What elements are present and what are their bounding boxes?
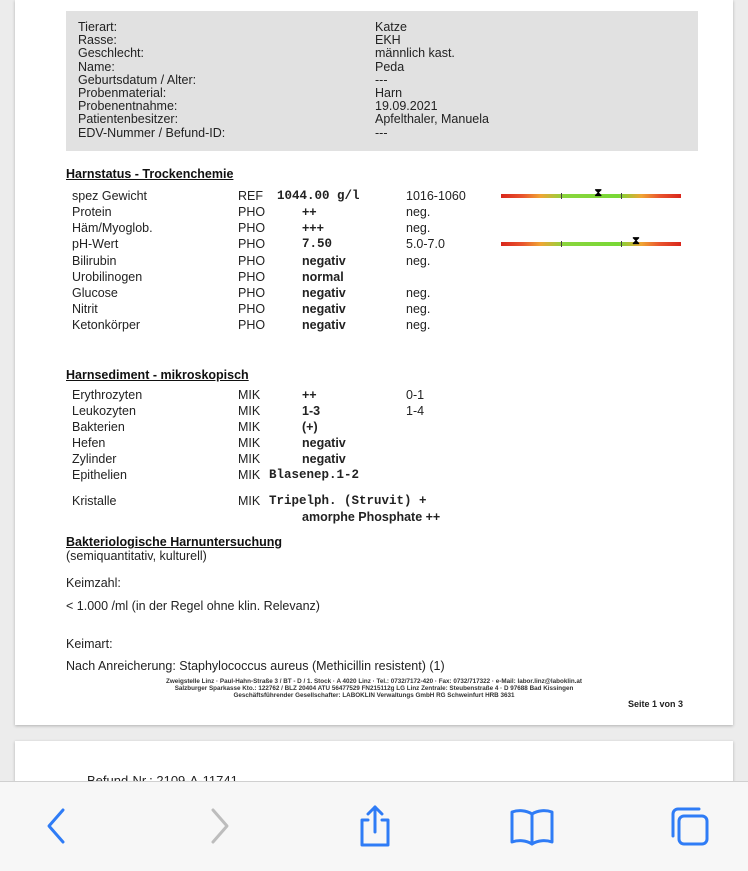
param-name: Ketonkörper bbox=[72, 318, 141, 332]
patient-value: Apfelthaler, Manuela bbox=[375, 112, 489, 127]
patient-value: --- bbox=[375, 72, 388, 87]
share-button[interactable] bbox=[351, 802, 399, 850]
param-name: Protein bbox=[72, 205, 112, 219]
param-value: 1-3 bbox=[302, 404, 321, 418]
param-method: PHO bbox=[238, 270, 266, 284]
table-row bbox=[15, 254, 733, 270]
param-name: Urobilinogen bbox=[72, 270, 143, 284]
patient-value: 19.09.2021 bbox=[375, 99, 438, 114]
param-value: amorphe Phosphate ++ bbox=[302, 510, 441, 524]
param-ref: neg. bbox=[406, 286, 431, 300]
param-value: negativ bbox=[302, 436, 346, 450]
param-method: REF bbox=[238, 189, 263, 203]
param-value: 7.50 bbox=[302, 237, 333, 251]
table-row-kristalle-cont bbox=[15, 510, 733, 526]
patient-label: EDV-Nummer / Befund-ID: bbox=[78, 125, 226, 140]
patient-label: Tierart: bbox=[78, 20, 118, 34]
param-ref: 5.0-7.0 bbox=[406, 237, 445, 251]
chevron-left-icon bbox=[43, 806, 73, 846]
param-method: MIK bbox=[238, 404, 261, 418]
patient-label: Geburtsdatum / Alter: bbox=[78, 72, 197, 87]
param-value: ++ bbox=[302, 388, 317, 402]
param-ref: neg. bbox=[406, 318, 431, 332]
param-method: MIK bbox=[238, 436, 261, 450]
footer-line: Salzburger Sparkasse Kto.: 122762 / BLZ 20404 ATU 56477529 FN215112g LG Linz Zentrale: Steubenstraße 4 · D 97688 Bad Kissingen bbox=[174, 685, 574, 692]
param-name: Nitrit bbox=[72, 302, 98, 316]
table-row bbox=[15, 468, 733, 484]
chevron-right-icon bbox=[203, 806, 233, 846]
param-value: +++ bbox=[302, 221, 324, 235]
param-ref: neg. bbox=[406, 254, 431, 268]
table-row bbox=[15, 221, 733, 237]
patient-value: Harn bbox=[375, 86, 403, 100]
param-value: 1044.00 g/l bbox=[277, 189, 360, 203]
param-method: PHO bbox=[238, 237, 266, 251]
table-row bbox=[15, 205, 733, 221]
param-name: Erythrozyten bbox=[72, 388, 143, 402]
patient-label: Geschlecht: bbox=[78, 46, 145, 61]
param-method: MIK bbox=[238, 388, 261, 402]
range-gauge bbox=[501, 187, 681, 199]
patient-info-box bbox=[66, 11, 698, 151]
patient-label: Probenmaterial: bbox=[78, 86, 167, 100]
keimzahl-label: Keimzahl: bbox=[66, 576, 121, 590]
param-value: Tripelph. (Struvit) + bbox=[269, 494, 427, 508]
param-name: spez Gewicht bbox=[72, 189, 148, 203]
param-name: Zylinder bbox=[72, 452, 117, 466]
param-name: Kristalle bbox=[72, 494, 117, 508]
param-name: Glucose bbox=[72, 286, 118, 300]
footer-line: Zweigstelle Linz · Paul-Hahn-Straße 3 / BT - D / 1. Stock · A 4020 Linz · Tel.: 0732/7172-420 · Fax: 0732/717322 · e-Mail: labor.linz@laboklin.at bbox=[165, 678, 583, 685]
table-row bbox=[15, 436, 733, 452]
footer-line: Geschäftsführender Gesellschafter: LABOKLIN Verwaltungs GmbH RG Schweinfurt HRB 3631 bbox=[233, 692, 515, 699]
param-method: PHO bbox=[238, 205, 266, 219]
param-method: PHO bbox=[238, 286, 266, 300]
patient-value: Peda bbox=[375, 59, 405, 74]
table-row bbox=[15, 452, 733, 468]
section-title-sediment: Harnsediment - mikroskopisch bbox=[66, 368, 249, 382]
keimzahl-value: < 1.000 /ml (in der Regel ohne klin. Relevanz) bbox=[66, 599, 320, 613]
param-name: Hefen bbox=[72, 436, 106, 450]
table-row bbox=[15, 318, 733, 334]
forward-button[interactable] bbox=[194, 802, 242, 850]
share-icon bbox=[355, 804, 395, 848]
patient-label: Name: bbox=[78, 59, 115, 74]
range-gauge bbox=[501, 235, 681, 247]
param-name: Bakterien bbox=[72, 420, 125, 434]
gauge-divider bbox=[621, 193, 622, 199]
gauge-divider bbox=[621, 241, 622, 247]
gauge-marker: ⧗ bbox=[632, 235, 640, 247]
keimart-value: Nach Anreicherung: Staphylococcus aureus (Methicillin resistent) (1) bbox=[66, 659, 445, 673]
param-method: MIK bbox=[238, 452, 261, 466]
param-value: negativ bbox=[302, 318, 346, 332]
param-ref: neg. bbox=[406, 205, 431, 219]
back-button[interactable] bbox=[34, 802, 82, 850]
param-name: Häm/Myoglob. bbox=[72, 221, 153, 235]
param-value: Blasenep.1-2 bbox=[269, 468, 360, 482]
table-row bbox=[15, 404, 733, 420]
table-row bbox=[15, 286, 733, 302]
section-title-harnstatus: Harnstatus - Trockenchemie bbox=[66, 167, 234, 181]
param-name: Bilirubin bbox=[72, 254, 117, 268]
param-ref: neg. bbox=[406, 221, 431, 235]
tabs-button[interactable] bbox=[666, 802, 714, 850]
page-number: Seite 1 von 3 bbox=[627, 699, 683, 709]
param-method: PHO bbox=[238, 302, 266, 316]
param-method: MIK bbox=[238, 468, 261, 482]
bakterio-subtitle: (semiquantitativ, kulturell) bbox=[66, 549, 207, 563]
section-title-bakterio: Bakteriologische Harnuntersuchung bbox=[66, 535, 283, 549]
param-name: pH-Wert bbox=[72, 237, 119, 251]
browser-toolbar bbox=[0, 781, 748, 871]
param-method: MIK bbox=[238, 494, 261, 508]
param-ref: neg. bbox=[406, 302, 431, 316]
patient-label: Patientenbesitzer: bbox=[78, 112, 179, 127]
param-ref: 1016-1060 bbox=[406, 189, 466, 203]
bookmarks-button[interactable] bbox=[508, 802, 556, 850]
table-row bbox=[15, 388, 733, 404]
gauge-divider bbox=[561, 241, 562, 247]
param-ref: 1-4 bbox=[406, 404, 425, 418]
table-row-kristalle bbox=[15, 494, 733, 510]
param-name: Epithelien bbox=[72, 468, 127, 482]
patient-value: EKH bbox=[375, 33, 401, 48]
tabs-icon bbox=[667, 804, 713, 848]
param-value: normal bbox=[302, 270, 344, 284]
param-method: PHO bbox=[238, 254, 266, 268]
patient-value: --- bbox=[375, 125, 388, 140]
param-method: MIK bbox=[238, 420, 261, 434]
gauge-marker: ⧗ bbox=[594, 187, 603, 199]
param-value: ++ bbox=[302, 205, 317, 219]
param-value: negativ bbox=[302, 302, 346, 316]
param-method: PHO bbox=[238, 318, 266, 332]
keimart-label: Keimart: bbox=[66, 637, 113, 651]
gauge-divider bbox=[561, 193, 562, 199]
report-page-1 bbox=[15, 0, 733, 725]
param-ref: 0-1 bbox=[406, 388, 425, 402]
patient-label: Rasse: bbox=[78, 33, 117, 48]
patient-value: männlich kast. bbox=[375, 46, 455, 61]
patient-label: Probenentnahme: bbox=[78, 99, 178, 114]
book-icon bbox=[508, 806, 556, 846]
param-value: negativ bbox=[302, 452, 346, 466]
param-name: Leukozyten bbox=[72, 404, 136, 418]
table-row bbox=[15, 270, 733, 286]
table-row bbox=[15, 302, 733, 318]
param-value: negativ bbox=[302, 254, 346, 268]
param-value: negativ bbox=[302, 286, 346, 300]
table-row bbox=[15, 420, 733, 436]
param-value: (+) bbox=[302, 420, 318, 434]
patient-value: Katze bbox=[375, 20, 407, 34]
param-method: PHO bbox=[238, 221, 266, 235]
